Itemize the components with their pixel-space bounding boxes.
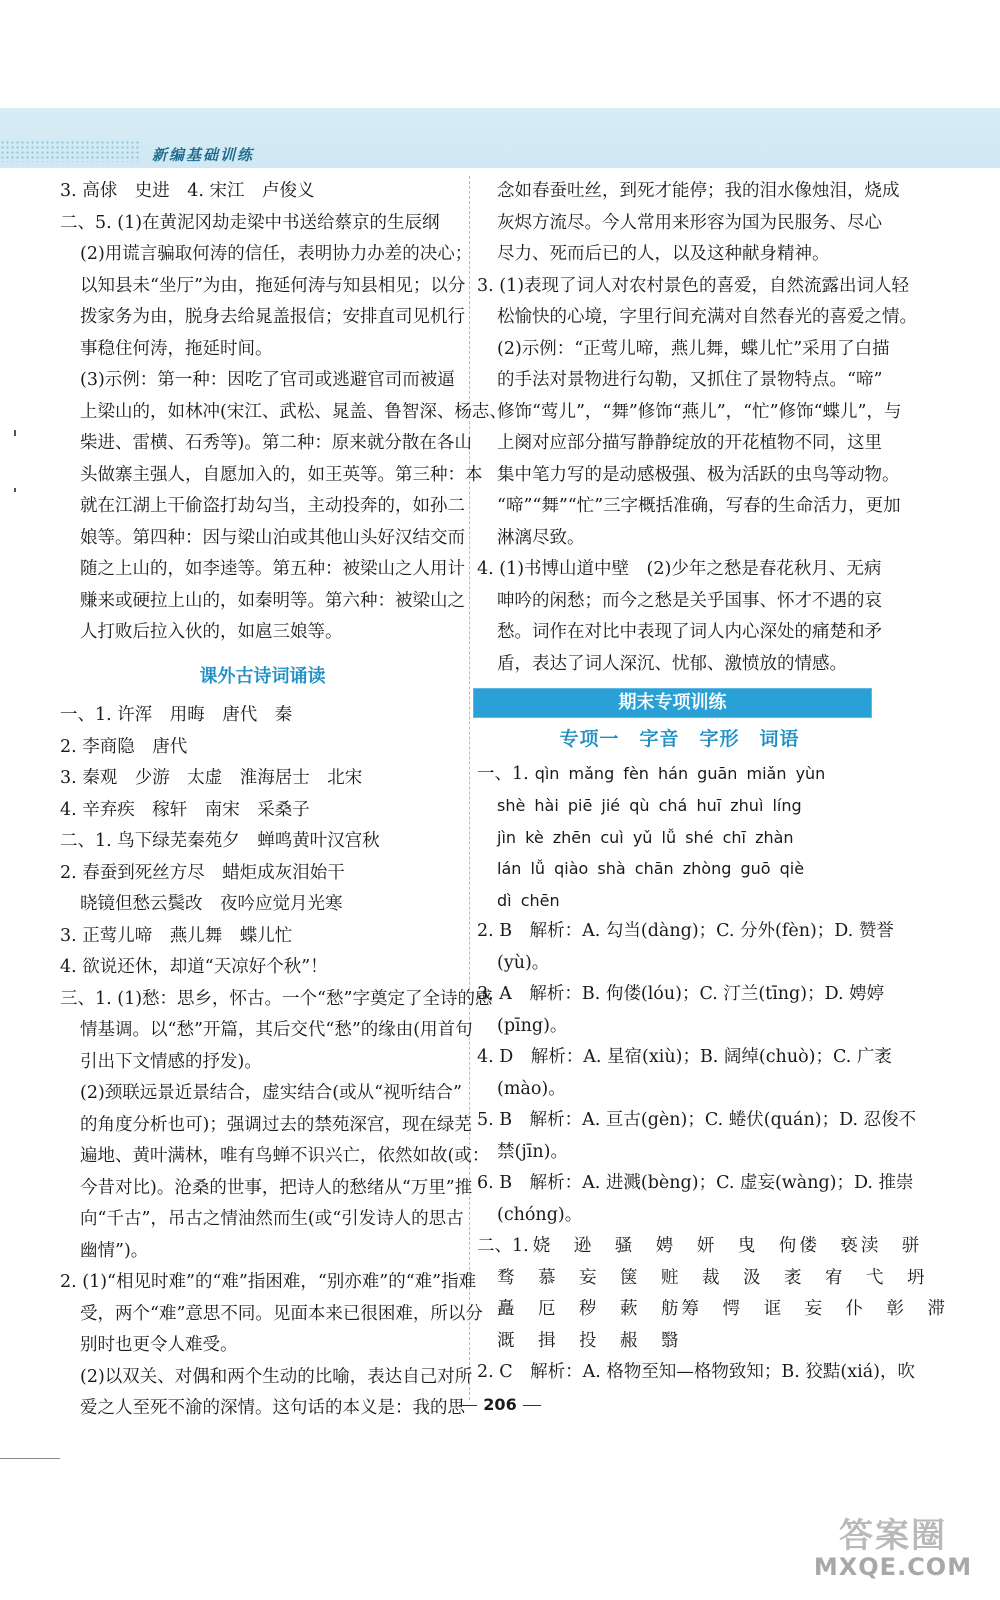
section-banner: 期末专项训练: [473, 688, 872, 718]
section-title: 课外古诗词诵读: [199, 665, 326, 687]
right-answer-line: (2)示例：“正莺儿啼，燕儿舞，蝶儿忙”采用了白描: [497, 338, 890, 359]
pinyin-text: qìn mǎng fèn hán guān miǎn yùn: [534, 763, 826, 783]
right-answer-line: 灰烬方流尽。今人常用来形容为国为民服务、尽心: [497, 212, 882, 233]
pinyin-row: [477, 790, 882, 822]
header-dot-pattern: [0, 140, 140, 162]
pinyin-row: [477, 853, 882, 885]
answer-line: 2. B 解析：A. 勾当(dàng)；C. 分外(fèn)；D. 赞誉: [477, 921, 894, 941]
left-answer-line: 二、1. 鸟下绿芜秦苑夕 蝉鸣黄叶汉宫秋: [60, 831, 380, 851]
pinyin-row: [477, 822, 882, 854]
left-answer-line: 三、1. (1)愁：思乡，怀古。一个“愁”字奠定了全诗的感: [60, 988, 493, 1009]
chars-block: [477, 1231, 948, 1357]
right-answer-line: 盾，表达了词人深沉、忧郁、激愤放的情感。: [497, 653, 847, 674]
answer-line: 6. B 解析：A. 进溅(bèng)；C. 虚妄(wàng)；D. 推崇: [477, 1173, 914, 1193]
left-answer-line: 赚来或硬拉上山的，如秦明等。第六种：被梁山之: [80, 590, 465, 611]
last-answer-line: 2. C 解析：A. 格物至知—格物致知；B. 狡黠(xiá)，吹: [477, 1362, 915, 1382]
answer-line: 3. A 解析：B. 佝偻(lóu)；C. 汀兰(tīng)；D. 娉婷: [477, 984, 885, 1004]
left-answer-line: 幽情”)。: [80, 1240, 149, 1261]
left-answer-line: 2. (1)“相见时难”的“难”指困难，“别亦难”的“难”指难: [60, 1272, 477, 1292]
left-answer-line: 遍地、黄叶满林，唯有鸟蝉不识兴亡，依然如故(或：: [80, 1146, 490, 1166]
left-answer-line: (2)以双关、对偶和两个生动的比喻，表达自己对所: [80, 1366, 473, 1387]
left-answer-line: 4. 辛弃疾 稼轩 南宋 采桑子: [60, 799, 310, 820]
column-divider: [469, 176, 470, 1400]
pinyin-block: [477, 758, 882, 917]
right-answer-line: 的手法对景物进行勾勒，又抓住了景物特点。“啼”: [497, 370, 883, 390]
left-answer-line: 柴进、雷横、石秀等)。第二种：原来就分散在各山: [80, 433, 472, 453]
right-answer-line: 集中笔力写的是动感极强、极为活跃的虫鸟等动物。: [497, 464, 900, 485]
answer-line: (yù)。: [497, 952, 550, 973]
right-answer-line: 上阕对应部分描写静静绽放的开花植物不同，这里: [497, 433, 882, 453]
left-answer-line: 爱之人至死不渝的深情。这句话的本义是：我的思: [80, 1398, 465, 1418]
left-answer-line: 情基调。以“愁”开篇，其后交代“愁”的缘由(用首句: [80, 1020, 473, 1040]
page-dash-right: [523, 1405, 541, 1406]
pinyin-row: [477, 758, 882, 791]
watermark: [808, 1508, 978, 1581]
chars-row: [477, 1294, 948, 1326]
right-answer-line: 愁。词作在对比中表现了词人内心深处的痛楚和矛: [497, 622, 882, 642]
page-number: [440, 1395, 560, 1414]
answer-line: (mào)。: [497, 1078, 566, 1099]
left-answer-line: 别时也更令人难受。: [80, 1335, 238, 1355]
pinyin-row: [477, 885, 882, 917]
left-answer-line: 就在江湖上干偷盗打劫勾当，主动投奔的，如孙二: [80, 496, 465, 516]
chars-text: 矗 厄 秽 蔌 舫筹 愕 诓 妄 仆 彰 滞: [497, 1299, 948, 1319]
pinyin-text: jìn kè zhēn cuì yǔ lǚ shé chī zhàn: [497, 827, 794, 847]
header-title: 新编基础训练: [152, 146, 255, 164]
left-answer-line: 向“千古”，吊古之情油然而生(或“引发诗人的思古: [80, 1209, 464, 1229]
pinyin-text: lán lǚ qiào shà chān zhòng guō qiè: [497, 859, 805, 878]
left-answer-line: (3)示例：第一种：因吃了官司或逃避官司而被逼: [80, 370, 455, 390]
answer-line: (chóng)。: [497, 1204, 583, 1225]
left-answer-line: 4. 欲说还休，却道“天凉好个秋”！: [60, 957, 328, 977]
chars-label: 二、1.: [477, 1236, 529, 1256]
answer-line: (pīng)。: [497, 1015, 568, 1036]
answers-block: [477, 916, 917, 1231]
chars-row: [477, 1326, 882, 1358]
left-answer-line: (2)颈联远景近景结合，虚实结合(或从“视听结合”: [80, 1083, 463, 1103]
left-answer-line: 一、1. 许浑 用晦 唐代 秦: [60, 705, 293, 725]
scan-mark: [14, 430, 16, 436]
right-answer-line: “啼”“舞”“忙”三字概括准确，写春的生命活力，更加: [497, 496, 901, 516]
right-answer-line: 3. (1)表现了词人对农村景色的喜爱，自然流露出词人轻: [477, 275, 910, 296]
chars-text: 娆 逊 骚 娉 妍 曳 佝偻 亵渎 骈: [532, 1236, 923, 1256]
right-column: [477, 176, 948, 1389]
left-answer-line: 受，两个“难”意思不同。见面本来已很困难，所以分: [80, 1303, 483, 1324]
left-answer-line: 晓镜但愁云鬓改 夜吟应觉月光寒: [80, 894, 343, 914]
header-band: [0, 108, 1000, 168]
page-dash-left: [459, 1405, 477, 1406]
left-answer-line: 2. 春蚕到死丝方尽 蜡炬成灰泪始干: [60, 862, 345, 883]
left-answer-line: 引出下文情感的抒发)。: [80, 1051, 262, 1072]
left-answer-line: 拨家务为由，脱身去给晁盖报信；安排直司见机行: [80, 307, 465, 327]
answer-line: 4. D 解析：A. 星宿(xiù)；B. 阔绰(chuò)；C. 广袤: [477, 1047, 892, 1067]
bottom-rule: [0, 1458, 60, 1459]
right-answer-line: 念如春蚕吐丝，到死才能停；我的泪水像烛泪，烧成: [497, 181, 900, 201]
left-answer-line: 3. 正莺儿啼 燕儿舞 蝶儿忙: [60, 925, 293, 946]
right-answer-line: 尽力、死而后已的人，以及这种献身精神。: [497, 244, 830, 264]
chars-text: 溉 揖 投 赧 翳: [497, 1330, 682, 1351]
left-answer-line: 随之上山的，如李逵等。第五种：被梁山之人用计: [80, 559, 465, 579]
right-answer-line: 淋漓尽致。: [497, 527, 585, 548]
left-answer-line: 的角度分析也可)；强调过去的禁苑深宫，现在绿芜: [80, 1114, 472, 1135]
left-answer-line: 上梁山的，如林冲(宋江、武松、晁盖、鲁智深、杨志、: [80, 401, 507, 422]
right-answer-line: 松愉快的心境，字里行间充满对自然春光的喜爱之情。: [497, 307, 917, 327]
pinyin-text: shè hài piē jié qù chá huī zhuì líng: [497, 796, 802, 815]
left-answer-line: 3. 秦观 少游 太虚 淮海居士 北宋: [60, 768, 363, 788]
left-answer-line: (2)用谎言骗取何涛的信任，表明协力办差的决心；: [80, 244, 473, 264]
left-answer-line: 人打败后拉入伙的，如扈三娘等。: [80, 622, 343, 642]
answer-line: 5. B 解析：A. 亘古(gèn)；C. 蜷伏(quán)；D. 忍俊不: [477, 1110, 917, 1130]
watermark-url: MXQE.COM: [813, 1553, 973, 1581]
left-answer-line: 事稳住何涛，拖延时间。: [80, 338, 273, 359]
answer-line: 禁(jīn)。: [497, 1141, 568, 1162]
left-answer-line: 娘等。第四种：因与梁山泊或其他山头好汉结交而: [80, 527, 465, 548]
right-answer-block: [477, 176, 917, 680]
left-answer-line: 今昔对比)。沧桑的世事，把诗人的愁绪从“万里”推: [80, 1177, 473, 1198]
left-answer-line: 头做寨主强人，自愿加入的，如王英等。第三种：本: [80, 464, 483, 485]
left-answer-line: 以知县未“坐厅”为由，拖延何涛与知县相见；以分: [80, 275, 466, 296]
right-answer-line: 呻吟的闲愁；而今之愁是关乎国事、怀才不遇的哀: [497, 590, 882, 611]
pinyin-text: dì chēn: [497, 890, 560, 910]
left-answer-line: 3. 高俅 史进 4. 宋江 卢俊义: [60, 181, 315, 201]
left-answer-block: [60, 176, 507, 649]
chars-text: 骛 慕 妄 箧 赃 裁 汲 袤 宥 弋 坍: [497, 1267, 928, 1288]
pinyin-label: 一、1.: [477, 763, 529, 784]
left-answer-block-2: [60, 700, 493, 1425]
right-answer-line: 4. (1)书博山道中壁 (2)少年之愁是春花秋月、无病: [477, 559, 882, 579]
left-answer-line: 2. 李商隐 唐代: [60, 736, 188, 757]
scan-mark: [14, 488, 16, 492]
right-answer-line: 修饰“莺儿”，“舞”修饰“燕儿”，“忙”修饰“蝶儿”，与: [497, 401, 902, 422]
chars-row: [477, 1263, 928, 1295]
left-answer-line: 二、5. (1)在黄泥冈劫走梁中书送给蔡京的生辰纲: [60, 212, 440, 233]
subsection-title: 专项一 字音 字形 词语: [559, 728, 800, 750]
watermark-logo: 答案圈: [839, 1516, 947, 1556]
chars-row: [477, 1231, 923, 1263]
page-number-text: 206: [483, 1395, 517, 1414]
